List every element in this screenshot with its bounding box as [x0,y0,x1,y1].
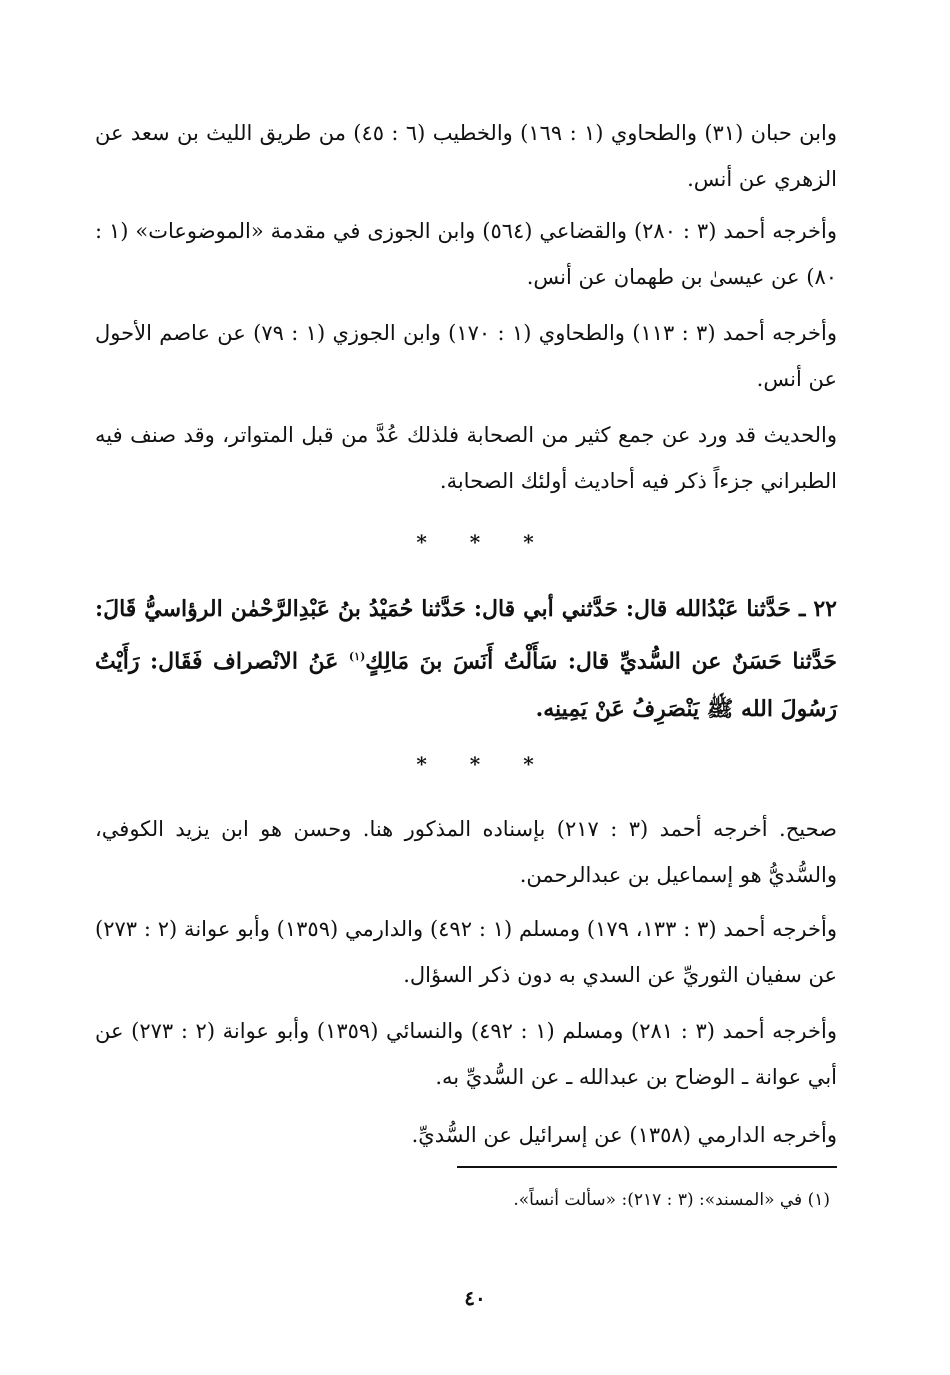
hadith-text [95,585,837,733]
hadith-text-main: ٢٢ ـ حَدَّثنا عَبْدُالله قال: حَدَّثني أبي قال: حَدَّثنا حُمَيْدُ بنُ عَبْدِالرَّحْمٰن الرؤاسيُّ قَالَ: حَدَّثنا حَسَنٌ عن السُّديِّ قال: سَأَلْتُ أَنَسَ بنَ مَالِكٍ [95,596,838,675]
paragraph-2: وأخرجه أحمد (٣ : ٢٨٠) والقضاعي (٥٦٤) وابن الجوزى في مقدمة «الموضوعات» (١ : ٨٠) عن عيسىٰ بن طهمان عن أنس. [95,219,837,289]
star-mark: * [416,752,427,776]
star-mark: * [523,530,534,554]
star-mark: * [416,530,427,554]
section-separator-1 [0,530,950,554]
paragraph-1: وابن حبان (٣١) والطحاوي (١ : ١٦٩) والخطيب (٦ : ٤٥) من طريق الليث بن سعد عن الزهري عن أنس. [95,121,837,191]
star-mark: * [523,752,534,776]
hadith-text-end: عَنُ الانْصراف فَقَال: رَأَيْتُ رَسُولَ الله ﷺ يَنْصَرِفُ عَنْ يَمِينِه. [95,648,837,723]
paragraph-3: وأخرجه أحمد (٣ : ١١٣) والطحاوي (١ : ١٧٠) وابن الجوزي (١ : ٧٩) عن عاصم الأحول عن أنس. [95,321,837,391]
footnote-text: (١) في «المسند»: (٣ : ٢١٧): «سألت أنساً». [513,1190,830,1210]
page-number: ٤٠ [464,1286,486,1310]
commentary-2: وأخرجه أحمد (٣ : ١٣٣، ١٧٩) ومسلم (١ : ٤٩٢) والدارمي (١٣٥٩) وأبو عوانة (٢ : ٢٧٣) عن سفيان الثوريِّ عن السدي به دون ذكر السؤال. [95,917,837,987]
paragraph-4: والحديث قد ورد عن جمع كثير من الصحابة فلذلك عُدَّ من قبل المتواتر، وقد صنف فيه الطبراني جزءاً ذكر فيه أحاديث أولئك الصحابة. [95,423,837,493]
commentary-3: وأخرجه أحمد (٣ : ٢٨١) ومسلم (١ : ٤٩٢) والنسائي (١٣٥٩) وأبو عوانة (٢ : ٢٧٣) عن أبي عوانة ـ الوضاح بن عبدالله ـ عن السُّديِّ به. [95,1019,837,1089]
star-mark: * [469,752,481,776]
footnote-divider [457,1166,837,1168]
commentary-4: وأخرجه الدارمي (١٣٥٨) عن إسرائيل عن السُّديِّ. [411,1123,837,1147]
commentary-1: صحيح. أخرجه أحمد (٣ : ٢١٧) بإسناده المذكور هنا. وحسن هو ابن يزيد الكوفي، والسُّديُّ هو إسماعيل بن عبدالرحمن. [95,817,837,887]
section-separator-2 [0,752,950,776]
star-mark: * [469,530,481,554]
footnote-ref: (١) [348,650,366,663]
